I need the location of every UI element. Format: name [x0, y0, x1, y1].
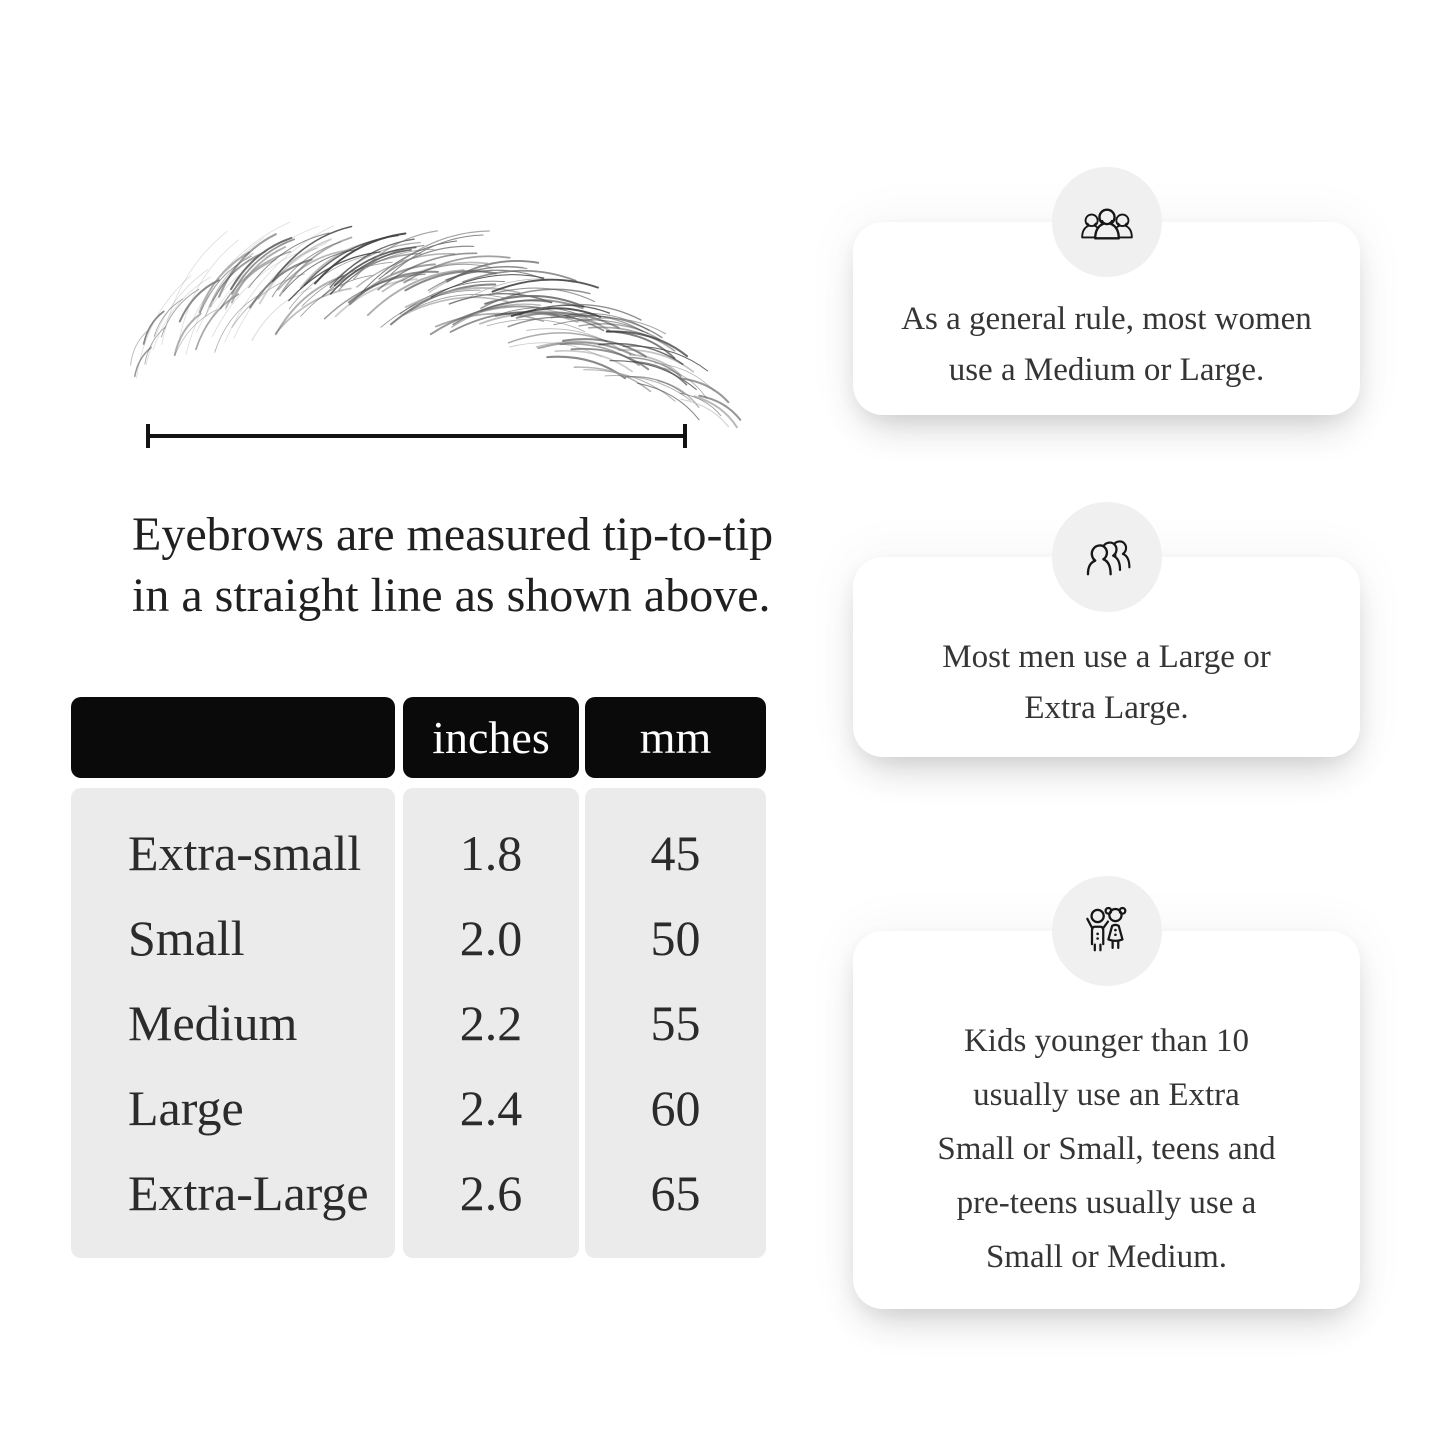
measurement-caption	[132, 504, 773, 626]
table-cell-inches: 2.2	[459, 995, 523, 1051]
card-women-line-1: As a general rule, most women	[901, 300, 1312, 337]
measurement-line-right-cap	[683, 424, 687, 448]
table-cell-mm: 50	[650, 909, 701, 966]
size-table-header-inches: inches	[403, 697, 579, 778]
table-row-label: Large	[128, 1080, 244, 1137]
size-table-column-labels	[71, 697, 395, 1222]
table-cell-mm: 55	[650, 995, 701, 1051]
card-kids-line-2: usually use an Extra	[973, 1077, 1240, 1113]
table-row-label: Medium	[128, 995, 298, 1051]
men-icon-circle	[1052, 502, 1162, 612]
card-women-line-2: use a Medium or Large.	[948, 351, 1265, 388]
table-row-label: Extra-small	[128, 824, 362, 881]
size-table-header-mm: mm	[585, 697, 766, 778]
table-cell-mm: 65	[650, 1165, 701, 1222]
info-card-kids	[853, 931, 1360, 1309]
caption-line-1: Eyebrows are measured tip-to-tip	[132, 508, 774, 561]
info-card-men	[853, 557, 1360, 757]
table-row-label: Small	[128, 909, 245, 966]
card-men-line-2: Extra Large.	[1024, 690, 1189, 726]
women-group-icon	[1078, 193, 1136, 251]
size-table-column-mm	[585, 697, 766, 1222]
card-kids-line-5: Small or Medium.	[985, 1239, 1228, 1275]
card-kids-line-3: Small or Small, teens and	[937, 1131, 1276, 1167]
card-kids-text	[937, 956, 1275, 1284]
men-group-icon	[1078, 528, 1136, 586]
size-table-body-labels	[71, 788, 395, 1258]
measurement-line	[146, 434, 687, 438]
size-table-column-inches	[403, 697, 579, 1222]
table-row-label: Extra-Large	[128, 1165, 369, 1222]
caption-line-2: in a straight line as shown above.	[132, 569, 771, 622]
table-cell-inches: 2.6	[459, 1165, 523, 1222]
card-men-line-1: Most men use a Large or	[942, 639, 1271, 675]
table-cell-inches: 1.8	[459, 824, 523, 881]
size-table-header-blank	[71, 697, 395, 778]
table-cell-inches: 2.0	[459, 909, 523, 966]
eyebrow-illustration	[115, 255, 715, 440]
card-kids-line-4: pre-teens usually use a	[956, 1185, 1257, 1221]
card-kids-line-1: Kids younger than 10	[963, 1023, 1250, 1059]
kids-icon	[1077, 901, 1137, 961]
size-table-body-inches	[403, 788, 579, 1258]
measurement-line-left-cap	[146, 424, 150, 448]
table-cell-mm: 45	[650, 824, 701, 881]
table-cell-mm: 60	[650, 1080, 701, 1137]
size-table-body-mm	[585, 788, 766, 1258]
women-icon-circle	[1052, 167, 1162, 277]
kids-icon-circle	[1052, 876, 1162, 986]
table-cell-inches: 2.4	[459, 1080, 523, 1137]
info-card-women	[853, 222, 1360, 415]
